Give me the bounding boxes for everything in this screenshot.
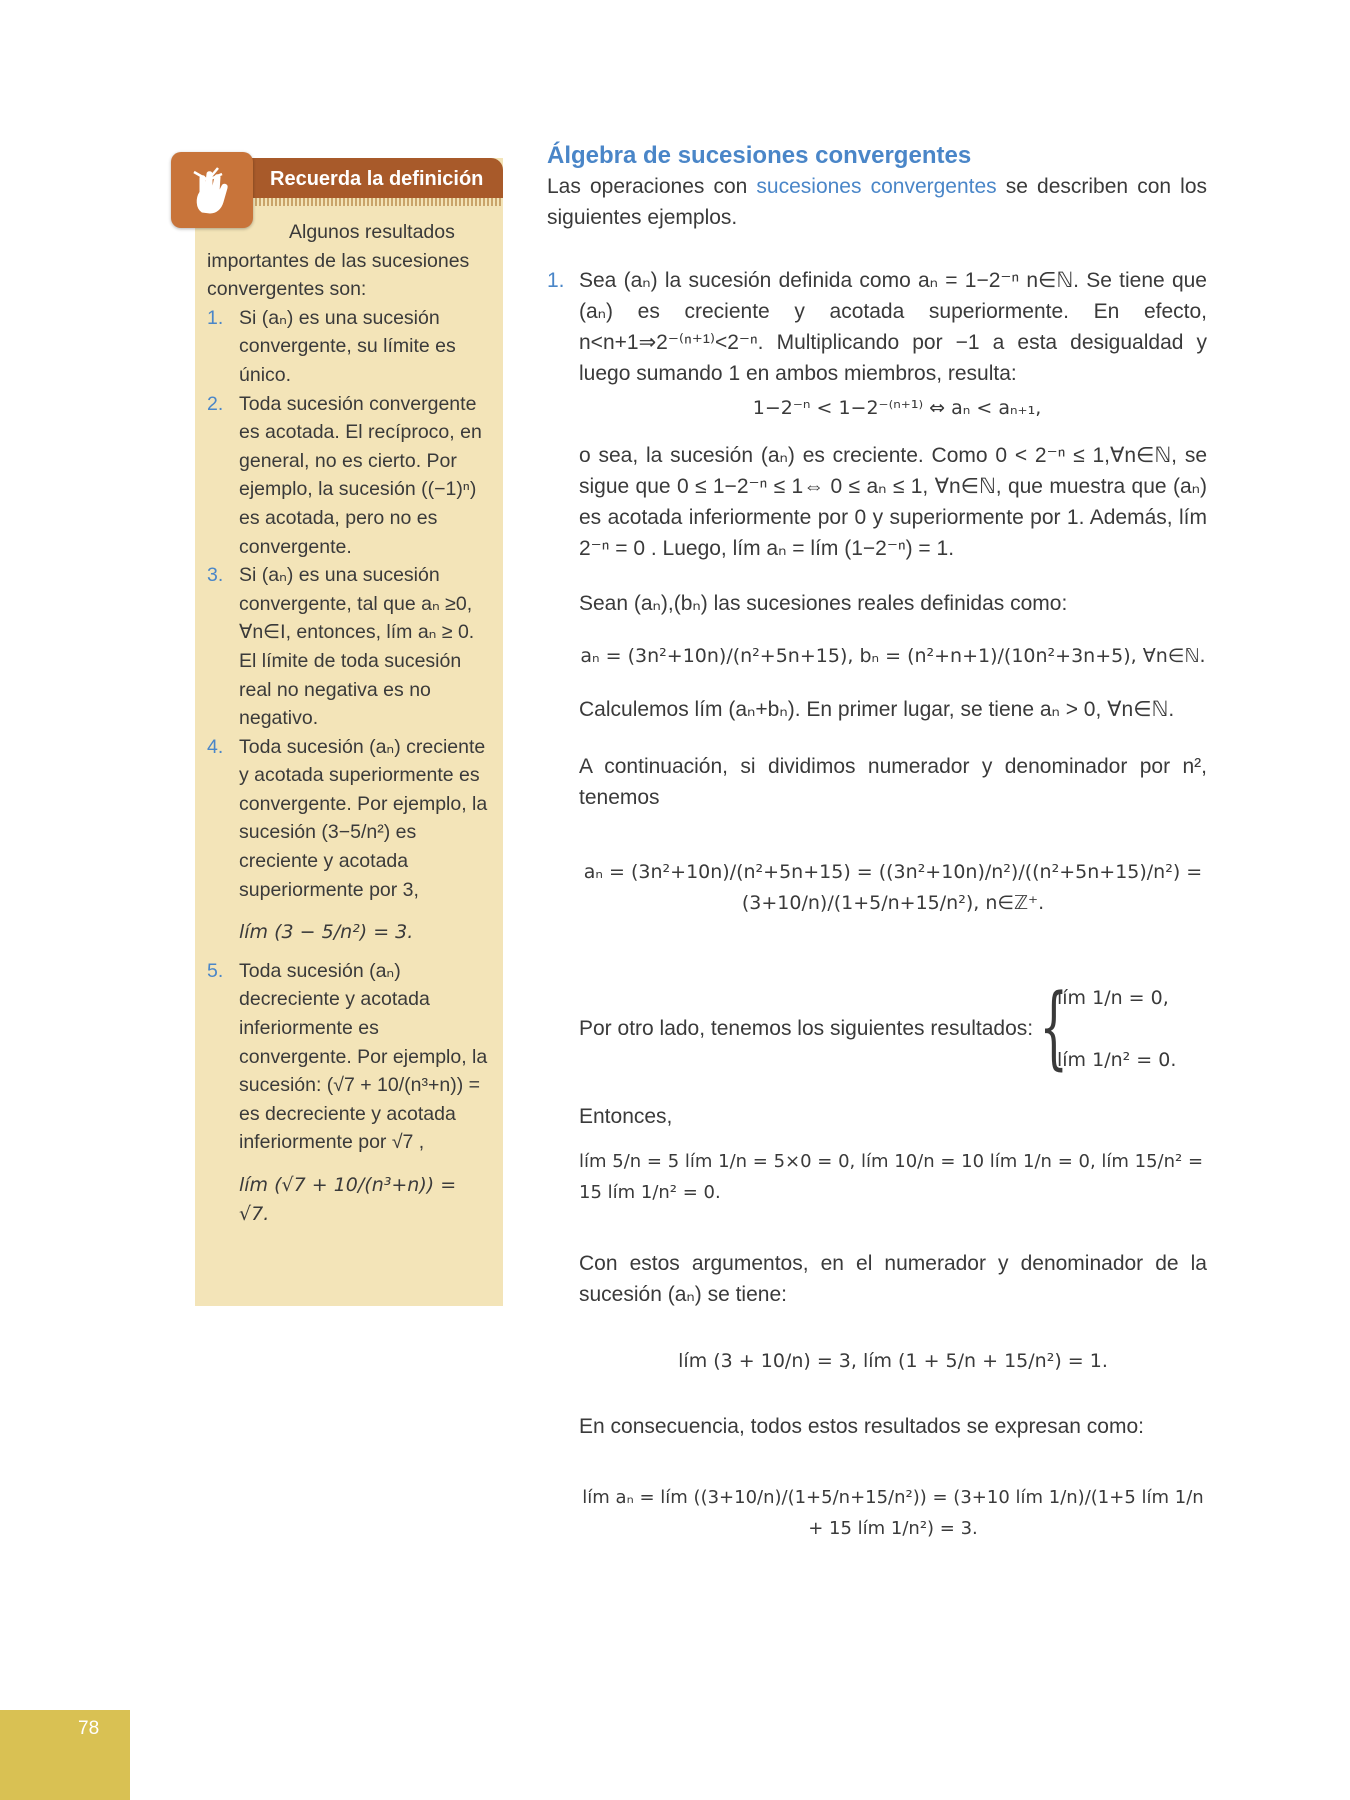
item-text: Si (aₙ) es una sucesión convergente, tal que aₙ ≥0, ∀n∈I, entonces, lím aₙ ≥ 0. El límite de toda sucesión real no negativa es no negativo. [239,564,475,730]
page-number: 78 [78,1718,100,1739]
item-number: 4. [207,735,224,758]
paragraph-6: Por otro lado, tenemos los siguientes resultados: [579,1017,1034,1040]
intro-text-end: se describen con los siguientes ejemplos. [547,175,1207,229]
item-4-formula: lím (3 − 5/n²) = 3. [239,921,414,944]
section-title: Álgebra de sucesiones convergentes [547,142,972,169]
item-text: Toda sucesión convergente es acotada. El recíproco, en general, no es cierto. Por ejemplo, la sucesión ((−1)ⁿ) es acotada, pero no es convergente. [239,392,482,558]
paragraph-8: Con estos argumentos, en el numerador y denominador de la sucesión (aₙ) se tiene: [579,1252,1207,1306]
item-text: Toda sucesión (aₙ) decreciente y acotada inferiormente es convergente. Por ejemplo, la sucesión: (√7 + 10/(n³+n)) = es decreciente y acotada inferiormente por √7 , [239,959,488,1154]
item-number: 3. [207,564,224,587]
paragraph-2: o sea, la sucesión (aₙ) es creciente. Como 0 < 2⁻ⁿ ≤ 1,∀n∈ℕ, se sigue que 0 ≤ 1−2⁻ⁿ ≤ 1⇔ 0 ≤ aₙ ≤ 1, ∀n∈ℕ, que muestra que (aₙ) es acotada inferiormente por 0 y superiormente por 1. Además, lím 2⁻ⁿ = 0 . Luego, lím aₙ = lím (1−2⁻ⁿ) = 1. [579,444,1207,560]
intro-paragraph [547,171,1207,233]
paragraph-3: Sean (aₙ),(bₙ) las sucesiones reales definidas como: [579,592,1068,615]
limit-result-2: lím 1/n² = 0. [1057,1049,1177,1071]
intro-text: Las operaciones con [547,175,757,198]
sidebar-item-3 [207,561,491,733]
item-5-formula: lím (√7 + 10/(n³+n)) = √7. [239,1174,457,1225]
equation-6: lím (3 + 10/n) = 3, lím (1 + 5/n + 15/n²) = 1. [678,1350,1108,1372]
hand-string-reminder-icon [171,152,253,228]
example-number: 1. [547,269,565,292]
sidebar-item-5 [207,957,491,1157]
example-1-text: Sea (aₙ) la sucesión definida como aₙ = 1−2⁻ⁿ n∈ℕ. Se tiene que (aₙ) es creciente y acotada superiormente. En efecto, n<n+1⇒2⁻⁽ⁿ⁺¹⁾<2⁻ⁿ. Multiplicando por −1 a esta desigualdad y luego sumando 1 en ambos miembros, resulta: [579,269,1207,385]
sidebar-item-2 [207,390,491,562]
paragraph-7: Entonces, [579,1105,673,1128]
sidebar-item-1 [207,304,491,390]
sidebar-title: Recuerda la definición [270,168,484,190]
results-block [547,975,1207,1085]
paragraph-9: En consecuencia, todos estos resultados se expresan como: [579,1415,1144,1438]
item-number: 5. [207,959,224,982]
equation-5: lím 5/n = 5 lím 1/n = 5×0 = 0, lím 10/n = 10 lím 1/n = 0, lím 15/n² = 15 lím 1/n² = 0. [579,1151,1204,1203]
sidebar-item-4 [207,733,491,905]
intro-highlight: sucesiones convergentes [756,175,997,198]
main-content [547,140,1207,1544]
sidebar-body [207,218,491,1228]
equation-1: 1−2⁻ⁿ < 1−2⁻⁽ⁿ⁺¹⁾ ⇔ aₙ < aₙ₊₁, [752,397,1042,419]
equation-7: lím aₙ = lím ((3+10/n)/(1+5/n+15/n²)) = (3+10 lím 1/n)/(1+5 lím 1/n + 15 lím 1/n²) = 3. [582,1487,1204,1539]
paragraph-5: A continuación, si dividimos numerador y denominador por n², tenemos [579,755,1207,809]
sidebar-intro: Algunos resultados importantes de las sucesiones convergentes son: [207,221,470,301]
equation-2: aₙ = (3n²+10n)/(n²+5n+15), bₙ = (n²+n+1)/(10n²+3n+5), ∀n∈ℕ. [580,645,1206,667]
page-number-box [0,1710,130,1800]
item-text: Si (aₙ) es una sucesión convergente, su límite es único. [239,306,456,386]
brace-icon: { [1039,975,1068,1080]
item-number: 1. [207,306,224,329]
item-number: 2. [207,392,224,415]
equation-3: aₙ = (3n²+10n)/(n²+5n+15) = ((3n²+10n)/n²)/((n²+5n+15)/n²) = (3+10/n)/(1+5/n+15/n²), n∈ℤ⁺. [583,861,1203,914]
paragraph-4: Calculemos lím (aₙ+bₙ). En primer lugar, se tiene aₙ > 0, ∀n∈ℕ. [579,698,1175,721]
item-text: Toda sucesión (aₙ) creciente y acotada superiormente es convergente. Por ejemplo, la sucesión (3−5/n²) es creciente y acotada superiormente por 3, [239,735,488,901]
example-1 [547,265,1207,389]
limit-result-1: lím 1/n = 0, [1057,987,1169,1009]
